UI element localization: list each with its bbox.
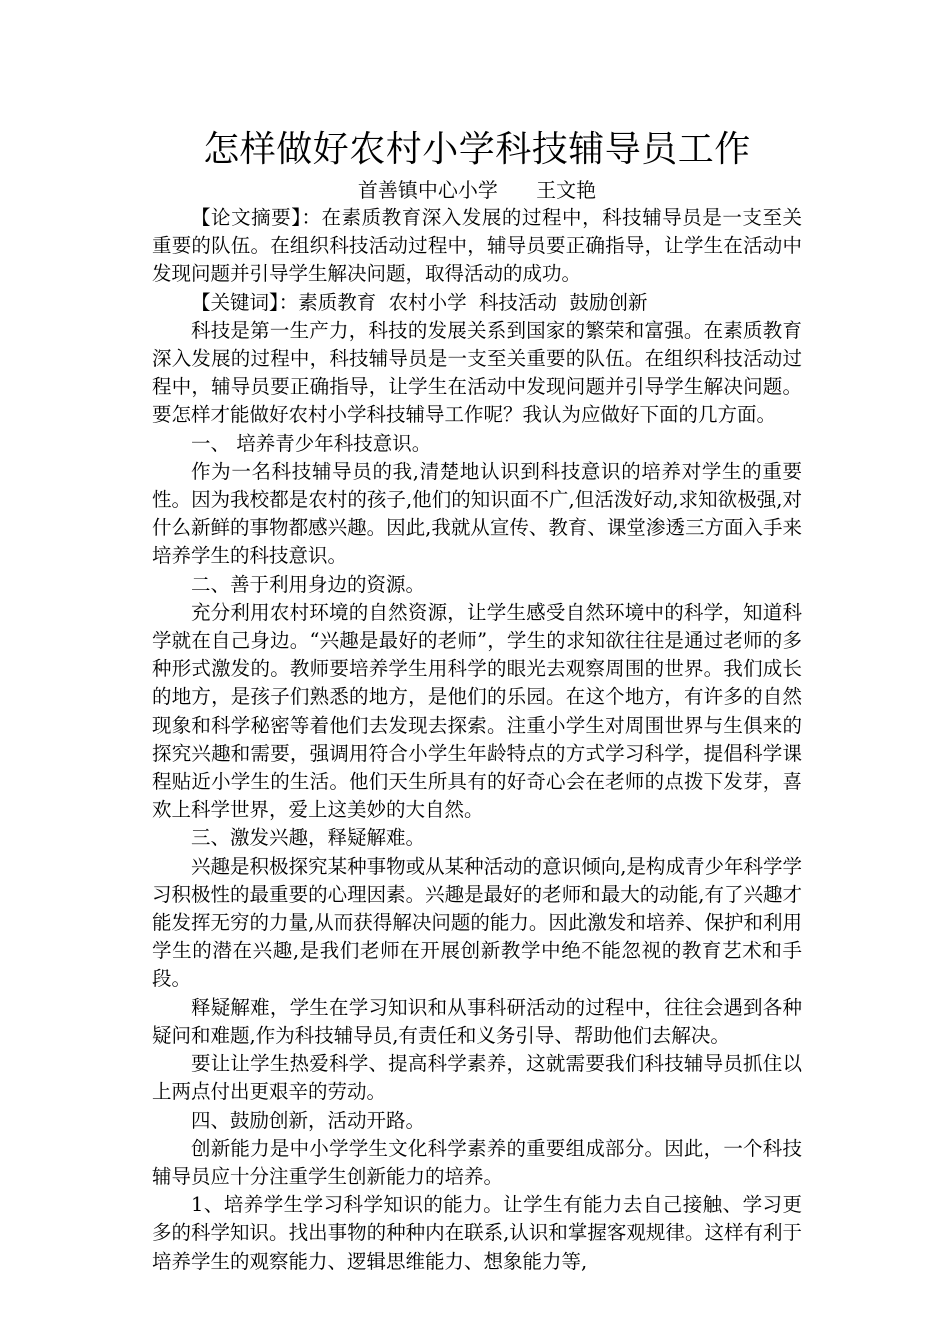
document-title: 怎样做好农村小学科技辅导员工作 — [203, 129, 751, 170]
section-heading: 四、鼓励创新，活动开路。 — [191, 1108, 426, 1132]
body-paragraph: 1、培养学生学习科学知识的能力。让学生有能力去自己接触、学习更多的科学知识。找出事物的种种内在联系,认识和掌握客观规律。这样有利于培养学生的观察能力、逻辑思维能力、想象能力等, — [152, 1193, 802, 1273]
abstract-paragraph: 【论文摘要】：在素质教育深入发展的过程中，科技辅导员是一支至关重要的队伍。在组织科技活动过程中，辅导员要正确指导，让学生在活动中发现问题并引导学生解决问题，取得活动的成功。 — [152, 206, 802, 286]
body-paragraph: 充分利用农村环境的自然资源，让学生感受自然环境中的科学，知道科学就在自己身边。“兴趣是最好的老师”，学生的求知欲往往是通过老师的多种形式激发的。教师要培养学生用科学的眼光去观察周围的世界。我们成长的地方，是孩子们熟悉的地方，是他们的乐园。在这个地方，有许多的自然现象和科学秘密等着他们去发现去探索。注重小学生对周围世界与生俱来的探究兴趣和需要，强调用符合小学生年龄特点的方式学习科学，提倡科学课程贴近小学生的生活。他们天生所具有的好奇心会在老师的点拨下发芽，喜欢上科学世界，爱上这美妙的大自然。 — [152, 600, 802, 822]
document-page — [152, 126, 802, 1276]
keywords-line: 【关键词】：素质教育 农村小学 科技活动 鼓励创新 — [191, 290, 648, 314]
body-paragraph: 创新能力是中小学学生文化科学素养的重要组成部分。因此，一个科技辅导员应十分注重学生创新能力的培养。 — [152, 1136, 802, 1188]
section-heading: 二、善于利用身边的资源。 — [191, 572, 426, 596]
body-paragraph: 兴趣是积极探究某种事物或从某种活动的意识倾向,是构成青少年科学学习积极性的最重要的心理因素。兴趣是最好的老师和最大的动能,有了兴趣才能发挥无穷的力量,从而获得解决问题的能力。因此激发和培养、保护和利用学生的潜在兴趣,是我们老师在开展创新教学中绝不能忽视的教育艺术和手段。 — [152, 854, 802, 991]
body-paragraph: 要让让学生热爱科学、提高科学素养，这就需要我们科技辅导员抓住以上两点付出更艰辛的劳动。 — [152, 1052, 802, 1104]
body-paragraph: 释疑解难，学生在学习知识和从事科研活动的过程中，往往会遇到各种疑问和难题,作为科技辅导员,有责任和义务引导、帮助他们去解决。 — [152, 995, 802, 1047]
body-paragraph: 科技是第一生产力，科技的发展关系到国家的繁荣和富强。在素质教育深入发展的过程中，科技辅导员是一支至关重要的队伍。在组织科技活动过程中，辅导员要正确指导，让学生在活动中发现问题并引导学生解决问题。要怎样才能做好农村小学科技辅导工作呢？我认为应做好下面的几方面。 — [152, 318, 802, 427]
author-line: 首善镇中心小学 王文艳 — [357, 178, 597, 202]
section-heading: 一、 培养青少年科技意识。 — [191, 431, 432, 455]
section-heading: 三、激发兴趣，释疑解难。 — [191, 826, 426, 850]
body-paragraph: 作为一名科技辅导员的我,清楚地认识到科技意识的培养对学生的重要性。因为我校都是农村的孩子,他们的知识面不广,但活泼好动,求知欲极强,对什么新鲜的事物都感兴趣。因此,我就从宣传、教育、课堂渗透三方面入手来培养学生的科技意识。 — [152, 459, 802, 568]
